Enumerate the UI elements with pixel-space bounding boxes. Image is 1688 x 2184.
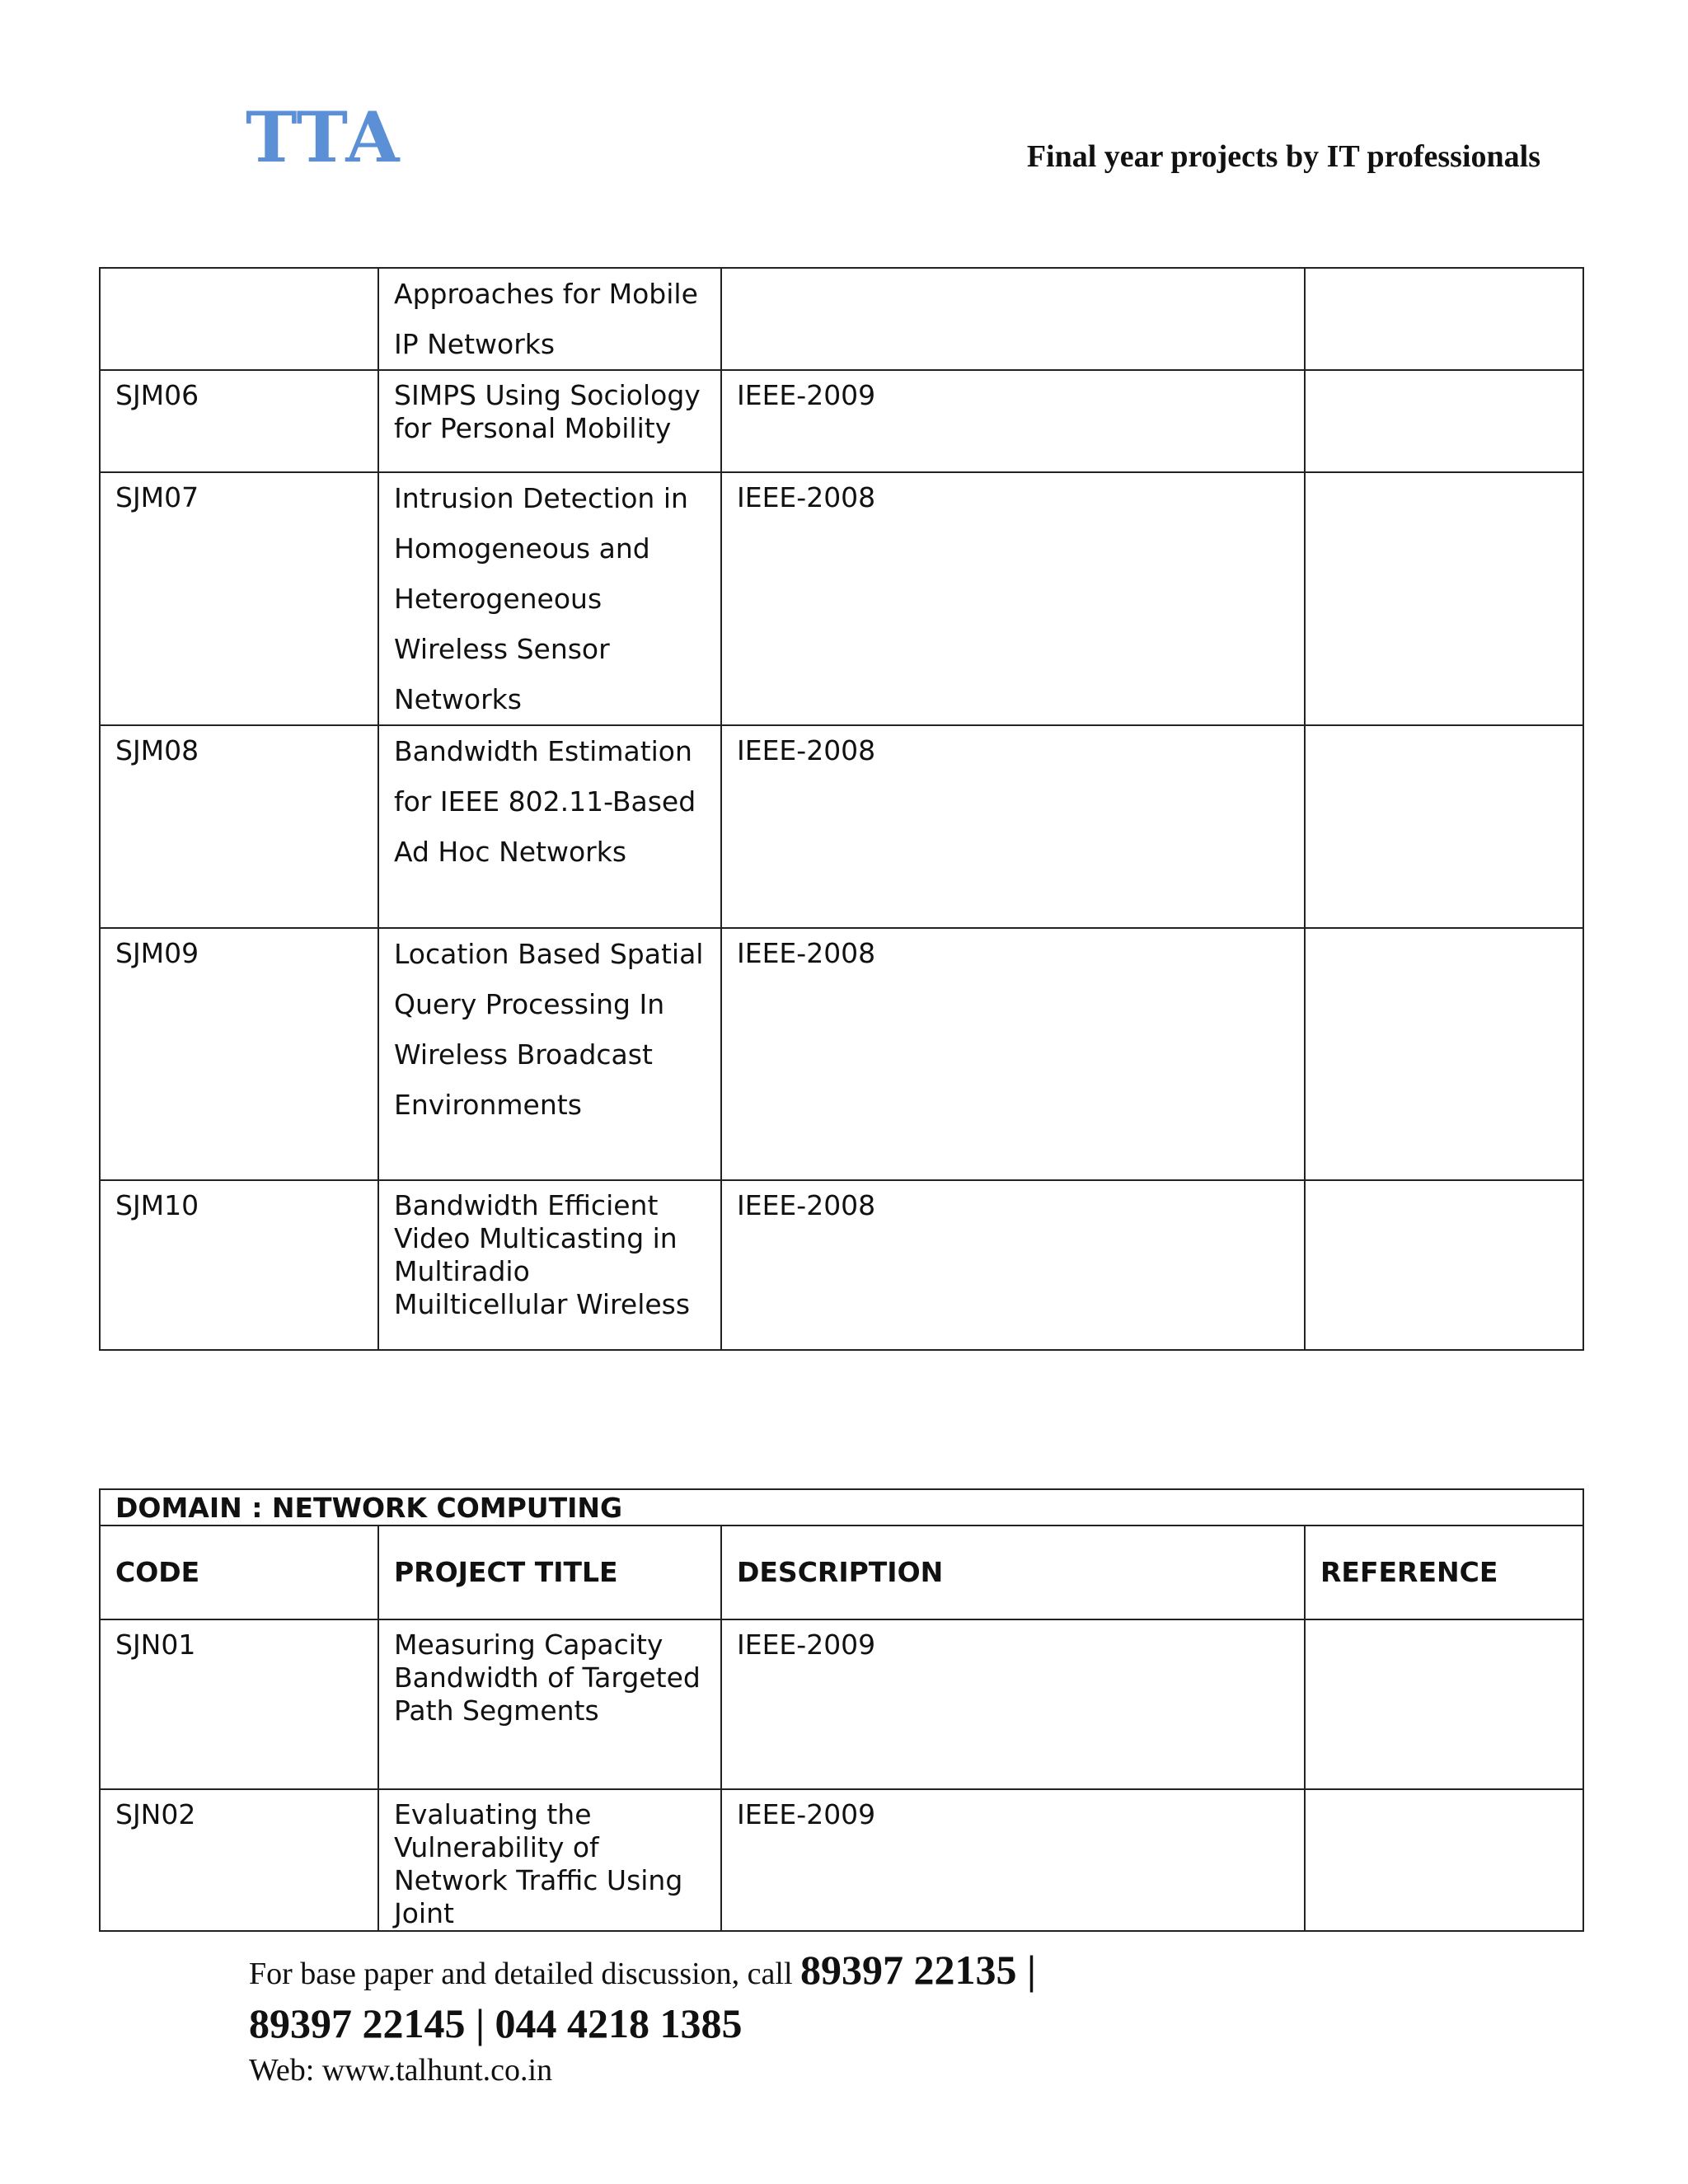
- code-cell: SJM10: [100, 1180, 378, 1350]
- projects-table-continued: [99, 267, 1584, 1351]
- table-row: [100, 370, 1583, 472]
- description-cell: IEEE-2009: [721, 370, 1305, 472]
- table-row: [100, 1180, 1583, 1350]
- title-cell: Location Based Spatial Query Processing In Wireless Broadcast Environments: [378, 928, 721, 1180]
- code-cell: SJM08: [100, 725, 378, 928]
- description-cell: [721, 268, 1305, 370]
- reference-cell: [1305, 1180, 1583, 1350]
- reference-cell: [1305, 928, 1583, 1180]
- code-header: CODE: [100, 1526, 378, 1619]
- footer-contact: [249, 1945, 1036, 2093]
- reference-cell: [1305, 1619, 1583, 1789]
- table-row: [100, 1619, 1583, 1789]
- title-header: PROJECT TITLE: [378, 1526, 721, 1619]
- tta-logo: TTA: [246, 96, 401, 178]
- code-cell: [100, 268, 378, 370]
- table-row: [100, 1789, 1583, 1931]
- description-cell: IEEE-2009: [721, 1619, 1305, 1789]
- code-cell: SJM09: [100, 928, 378, 1180]
- code-cell: SJM06: [100, 370, 378, 472]
- title-cell: Measuring Capacity Bandwidth of Targeted Path Segments: [378, 1619, 721, 1789]
- description-header: DESCRIPTION: [721, 1526, 1305, 1619]
- reference-cell: [1305, 472, 1583, 725]
- network-computing-table: [99, 1488, 1584, 1932]
- description-cell: IEEE-2008: [721, 725, 1305, 928]
- title-cell: Bandwidth Efficient Video Multicasting in Multiradio Muilticellular Wireless: [378, 1180, 721, 1350]
- table-row: [100, 928, 1583, 1180]
- domain-row: [100, 1489, 1583, 1526]
- table-row: [100, 268, 1583, 370]
- title-cell: SIMPS Using Sociology for Personal Mobility: [378, 370, 721, 472]
- reference-cell: [1305, 725, 1583, 928]
- description-cell: IEEE-2009: [721, 1789, 1305, 1931]
- domain-heading: DOMAIN : NETWORK COMPUTING: [100, 1489, 1583, 1526]
- reference-cell: [1305, 370, 1583, 472]
- description-cell: IEEE-2008: [721, 1180, 1305, 1350]
- title-cell: Bandwidth Estimation for IEEE 802.11-Based Ad Hoc Networks: [378, 725, 721, 928]
- code-cell: SJN01: [100, 1619, 378, 1789]
- footer-line-1: [249, 1945, 1036, 1999]
- title-cell: Approaches for Mobile IP Networks: [378, 268, 721, 370]
- reference-cell: [1305, 268, 1583, 370]
- code-cell: SJN02: [100, 1789, 378, 1931]
- reference-cell: [1305, 1789, 1583, 1931]
- title-cell: Evaluating the Vulnerability of Network Traffic Using Joint: [378, 1789, 721, 1931]
- header-row: [100, 1526, 1583, 1619]
- footer-phone-1: 89397 22135 |: [800, 1947, 1037, 1993]
- code-cell: SJM07: [100, 472, 378, 725]
- header-tagline: Final year projects by IT professionals: [1026, 139, 1540, 174]
- title-cell: Intrusion Detection in Homogeneous and Heterogeneous Wireless Sensor Networks: [378, 472, 721, 725]
- reference-header: REFERENCE: [1305, 1526, 1583, 1619]
- table-row: [100, 725, 1583, 928]
- footer-web: Web: www.talhunt.co.in: [249, 2053, 553, 2088]
- description-cell: IEEE-2008: [721, 928, 1305, 1180]
- footer-phones: 89397 22145 | 044 4218 1385: [249, 2000, 743, 2046]
- table-row: [100, 472, 1583, 725]
- description-cell: IEEE-2008: [721, 472, 1305, 725]
- footer-call-text: For base paper and detailed discussion, call: [249, 1957, 801, 1991]
